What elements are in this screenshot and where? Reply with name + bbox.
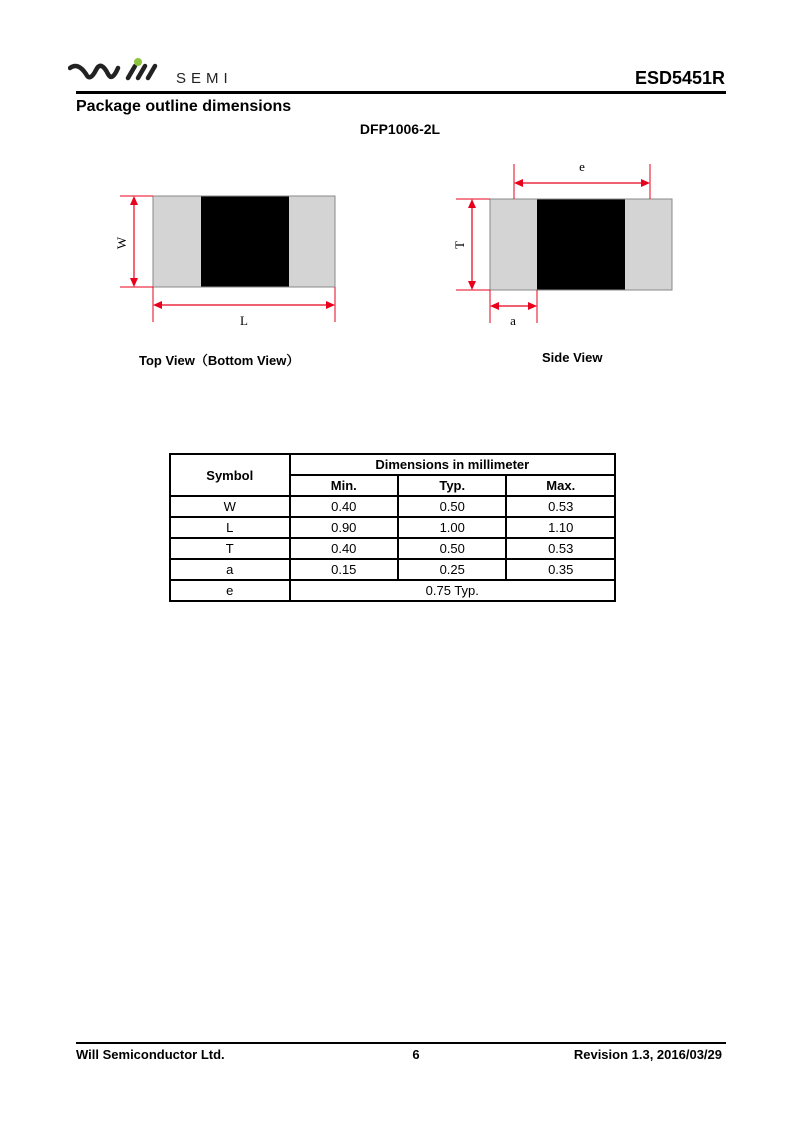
footer-page-number: 6 (412, 1047, 420, 1062)
t-label: T (452, 241, 467, 249)
section-title: Package outline dimensions (76, 98, 292, 115)
document-title: ESD5451R (634, 68, 725, 88)
min-header: Min. (290, 475, 398, 496)
symbol-header: Symbol (170, 454, 290, 496)
dimensions-group-header: Dimensions in millimeter (290, 454, 615, 475)
table-row (170, 580, 615, 601)
logo-bar-1 (128, 66, 135, 78)
typ-cell: 0.50 (398, 538, 506, 559)
symbol-cell: a (170, 559, 290, 580)
typ-cell: 0.50 (398, 496, 506, 517)
logo-swoosh (70, 66, 118, 77)
side-view-label: Side View (542, 350, 603, 365)
min-cell: 0.40 (290, 496, 398, 517)
l-label: L (240, 313, 248, 328)
side-view-drawing (450, 155, 690, 335)
symbol-cell: L (170, 517, 290, 538)
side-terminal-right (625, 199, 672, 290)
typ-header: Typ. (398, 475, 506, 496)
l-arrow-left (153, 301, 162, 309)
package-name: DFP1006-2L (359, 121, 441, 137)
a-label: a (510, 313, 516, 328)
t-arrow-bottom (468, 281, 476, 290)
w-arrow-top (130, 196, 138, 205)
w-label: W (114, 236, 129, 250)
header-rule (76, 91, 726, 94)
a-arrow-left (490, 302, 499, 310)
company-logo (68, 56, 168, 86)
terminal-left (153, 196, 201, 287)
typ-cell: 1.00 (398, 517, 506, 538)
symbol-cell: e (170, 580, 290, 601)
a-arrow-right (528, 302, 537, 310)
w-arrow-bottom (130, 278, 138, 287)
table-row (170, 559, 615, 580)
logo-dot (134, 58, 142, 66)
table-row (170, 517, 615, 538)
footer-company: Will Semiconductor Ltd. (76, 1047, 225, 1062)
logo-bar-3 (148, 66, 155, 78)
max-header: Max. (506, 475, 615, 496)
l-arrow-right (326, 301, 335, 309)
symbol-cell: T (170, 538, 290, 559)
logo-bar-2 (138, 66, 145, 78)
dimensions-table (169, 453, 616, 602)
max-cell: 1.10 (506, 517, 615, 538)
min-cell: 0.90 (290, 517, 398, 538)
side-device-body (537, 199, 625, 290)
brand-text: SEMI (176, 70, 233, 87)
side-terminal-left (490, 199, 537, 290)
min-cell: 0.15 (290, 559, 398, 580)
min-cell: 0.40 (290, 538, 398, 559)
terminal-right (289, 196, 335, 287)
typ-cell: 0.25 (398, 559, 506, 580)
max-cell: 0.35 (506, 559, 615, 580)
table-row (170, 496, 615, 517)
e-arrow-left (514, 179, 523, 187)
table-row (170, 538, 615, 559)
top-view-label: Top View（Bottom View） (139, 353, 300, 368)
symbol-cell: W (170, 496, 290, 517)
top-view-drawing (110, 185, 350, 330)
t-arrow-top (468, 199, 476, 208)
e-label: e (579, 159, 585, 174)
max-cell: 0.53 (506, 538, 615, 559)
typ-merged-cell: 0.75 Typ. (290, 580, 615, 601)
device-body (201, 196, 289, 287)
footer-rule (76, 1042, 726, 1044)
footer-revision: Revision 1.3, 2016/03/29 (573, 1047, 722, 1062)
e-arrow-right (641, 179, 650, 187)
max-cell: 0.53 (506, 496, 615, 517)
